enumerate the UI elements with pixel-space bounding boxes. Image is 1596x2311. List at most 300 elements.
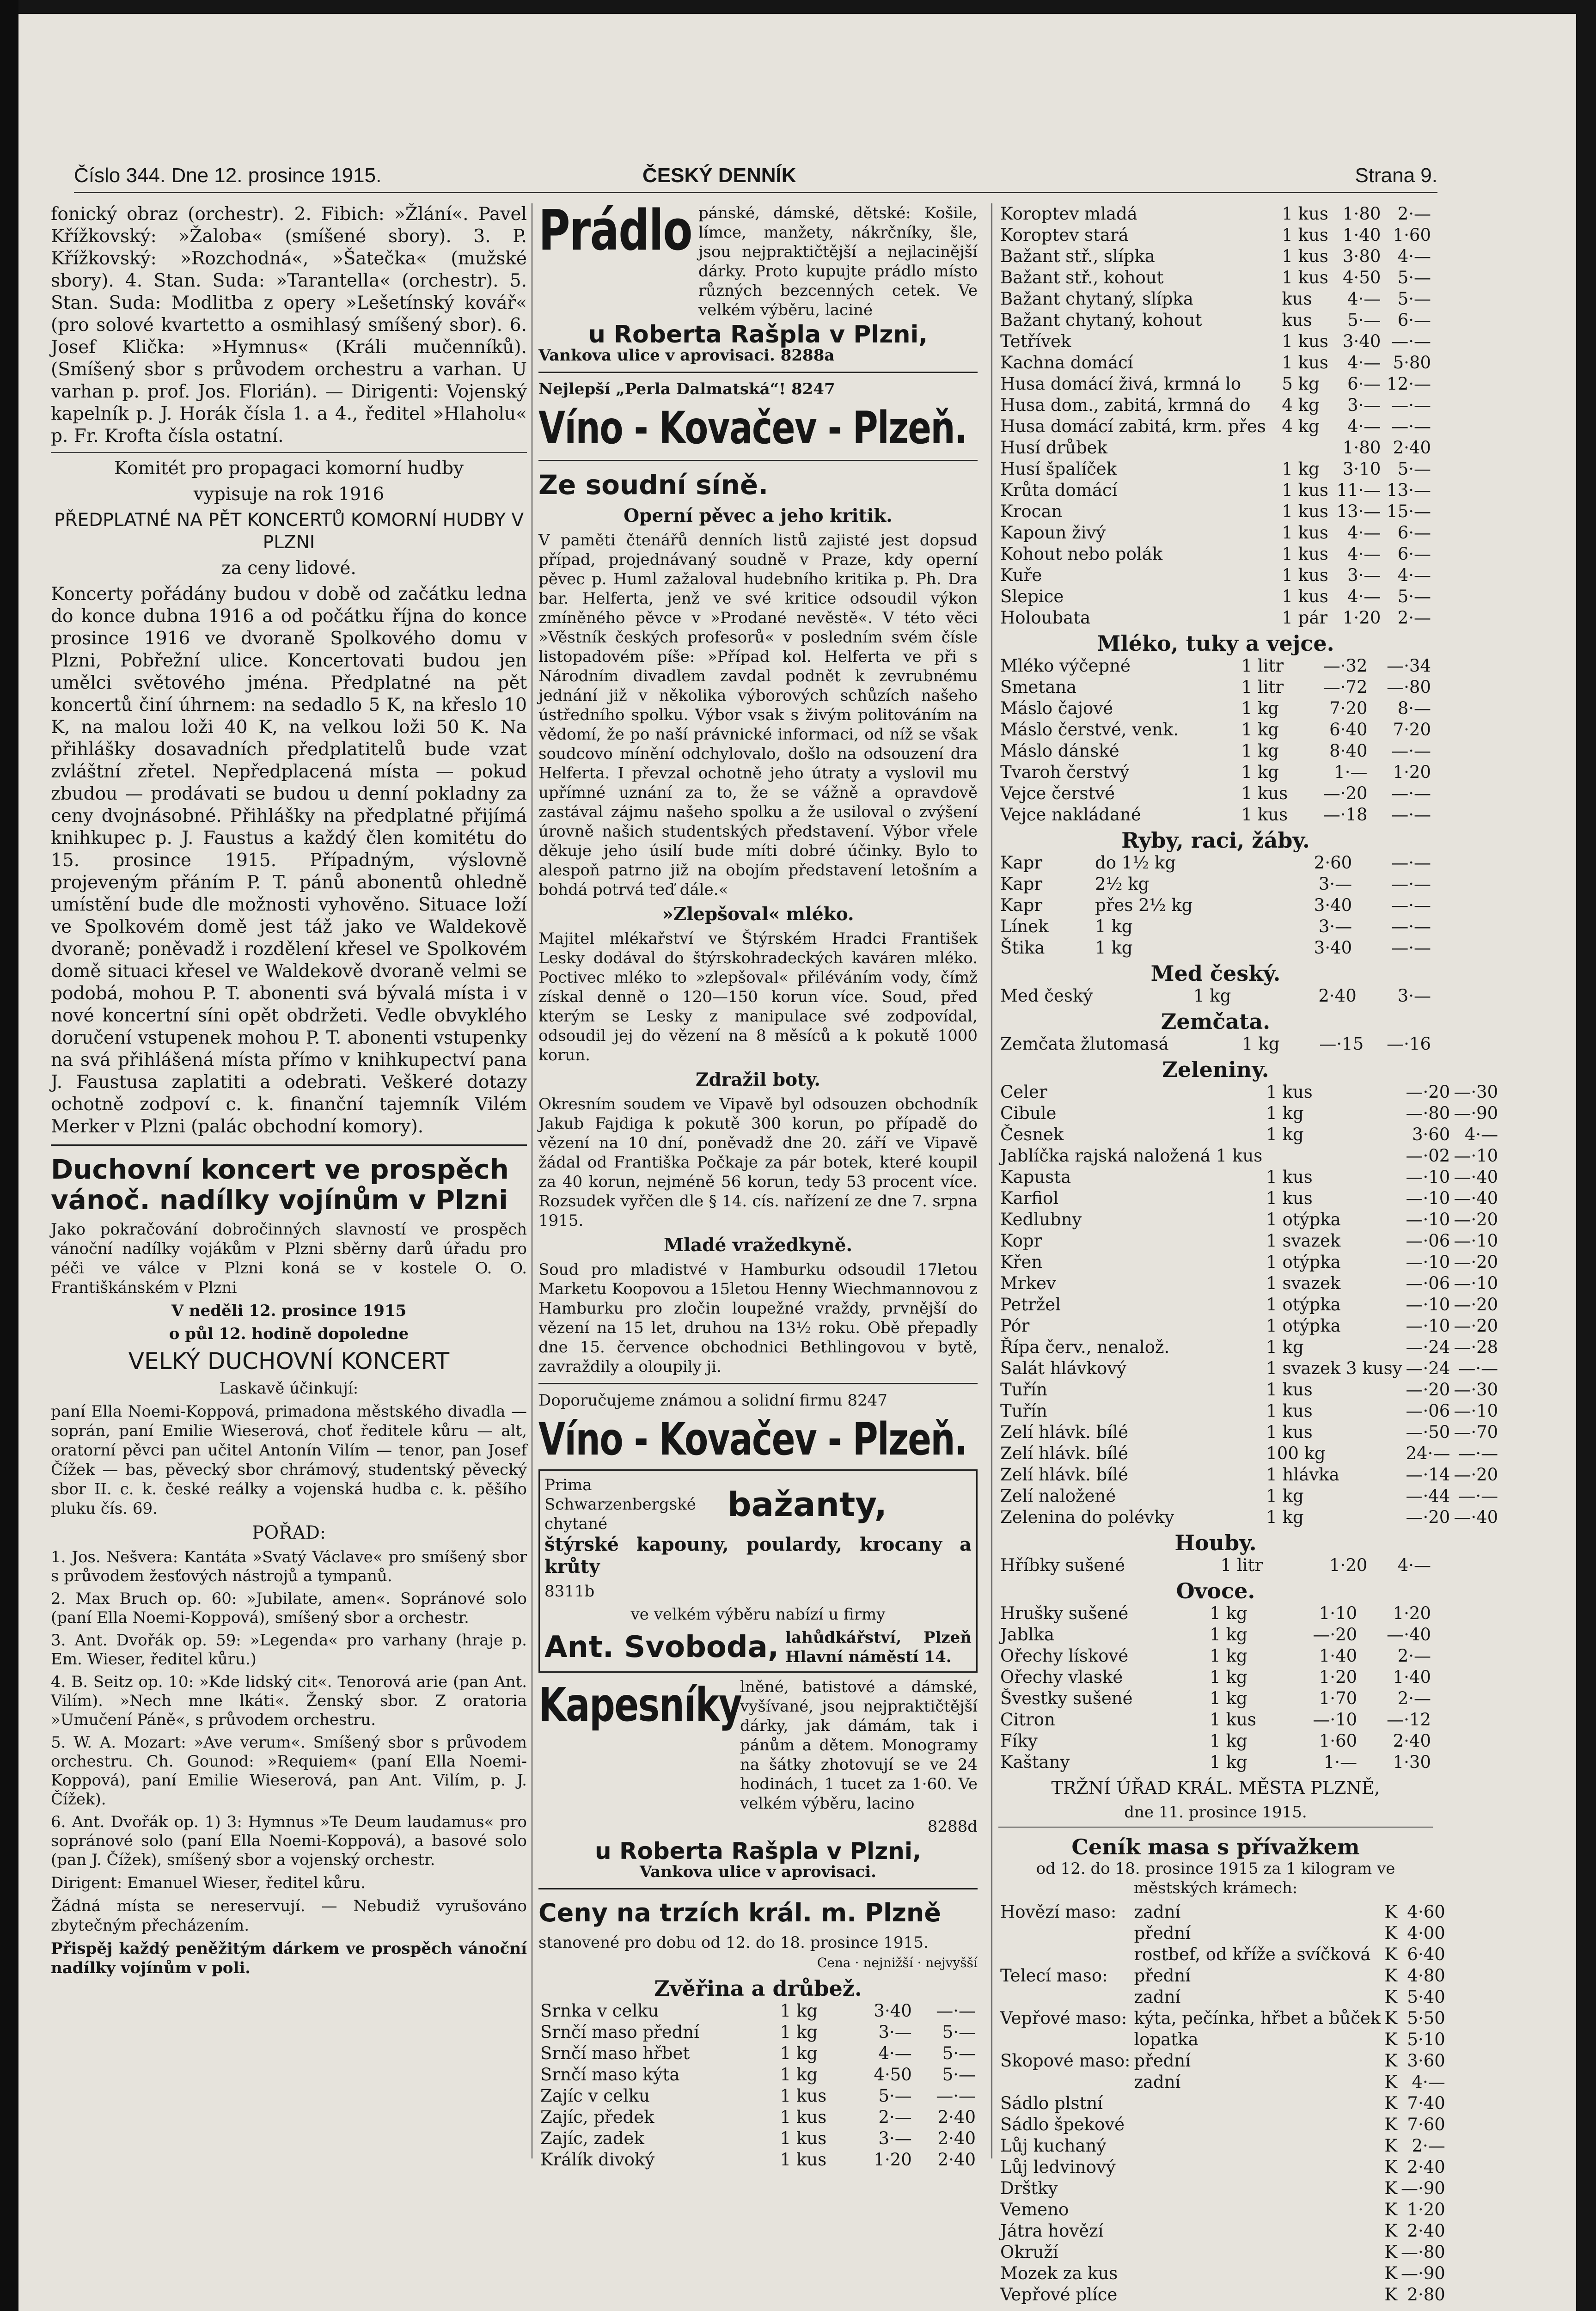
price-cell: —·— [1458,1358,1498,1378]
price-cell: Vejce nakládané [1000,805,1141,825]
price-cell: —·18 [1323,805,1368,825]
kovacev-ad: Víno - Kovačev - Plzeň. [538,402,967,454]
price-cell: 13·— [1387,480,1431,500]
price-row [998,1337,1500,1358]
price-cell: 2·40 [937,2107,976,2127]
price-cell: —·15 [1319,1034,1364,1054]
price-cell: Kapr [1000,874,1043,894]
page-header [74,159,1437,193]
price-cell: 1 svazek 3 kusy [1266,1358,1402,1378]
price-cell: 5·— [942,2065,976,2085]
price-cell: —·10 [1406,1188,1450,1208]
price-cell: Pór [1000,1316,1030,1336]
price-row [998,1965,1447,1987]
price-cell: —·— [1458,1443,1498,1463]
price-cell: Srnčí maso přední [540,2022,699,2042]
price-cell: Husí drůbek [1000,438,1107,458]
kovacev-ad-2: Víno - Kovačev - Plzeň. [538,1413,967,1465]
price-cell: —·10 [1454,1273,1498,1293]
price-row [998,1901,1447,1923]
price-row [998,1230,1500,1252]
price-row [998,916,1433,937]
price-row [998,1167,1500,1188]
price-cell: 6·— [1397,523,1431,543]
price-cell: 2·40 [1407,2157,1445,2177]
price-cell: —·20 [1454,1210,1498,1229]
price-cell: zadní [1134,1987,1181,2007]
price-cell: Játra hovězí [1000,2221,1104,2241]
price-cell: —·20 [1454,1465,1498,1485]
price-cell: —·10 [1406,1210,1450,1229]
price-cell: —·12 [1387,1710,1431,1730]
price-cell: Zelí hlávk. bílé [1000,1422,1128,1442]
pradlo-word: Prádlo [538,199,692,263]
price-row [998,352,1433,373]
price-table-mleko [998,655,1433,825]
price-cell: 1 kg [1241,762,1279,782]
price-cell: 3·10 [1343,459,1381,479]
price-cell: 1·60 [1393,225,1431,245]
price-cell: Mozek za kus [1000,2263,1118,2283]
komitet-sub: vypisuje na rok 1916 [193,484,385,505]
price-row [998,1379,1500,1400]
price-cell: Zajíc v celku [540,2086,650,2106]
svoboda-name: Ant. Svoboda, [544,1630,779,1664]
price-cell: Holoubata [1000,608,1091,628]
price-cell: kus [1282,289,1312,309]
price-cell: 1 kg [1266,1103,1304,1123]
price-cell: K [1384,1923,1397,1943]
program-heading: POŘAD: [251,1522,326,1543]
price-row [998,1294,1500,1315]
perla-ad: Nejlepší „Perla Dalmatská“! 8247 [538,380,835,398]
price-row [998,2050,1447,2072]
price-row [998,607,1433,629]
price-cell: 1 kg [1282,459,1320,479]
price-cell: Telecí maso: [1000,1966,1108,1986]
price-cell: Celer [1000,1082,1047,1102]
price-row [998,2263,1447,2284]
price-cell: Husa domácí živá, krmná lo [1000,374,1241,394]
price-cell: 1 kg [1210,1625,1247,1645]
price-row [998,740,1433,762]
price-cell: 4·— [1347,416,1381,436]
price-row [998,1252,1500,1273]
price-row [998,1688,1433,1709]
price-row [998,1400,1500,1422]
donation-appeal: Přispěj každý peněžitým dárkem ve prospěch vánoční nadílky vojínům v poli. [51,1939,527,1977]
price-cell: Karfiol [1000,1188,1059,1208]
price-cell: 1 litr [1220,1555,1263,1575]
price-cell: 1 kg [780,2065,818,2085]
price-cell: 5·— [1347,310,1381,330]
program-item: 2. Max Bruch op. 60: »Jubilate, amen«. Sopránové solo (paní Ella Noemi-Koppová), smíšený sbor a orchestr. [51,1590,527,1627]
price-row [998,1422,1500,1443]
price-cell: K [1384,2263,1397,2283]
price-cell: —·20 [1323,783,1368,803]
price-cell: Zajíc, předek [540,2107,654,2127]
duchovni-headline: Duchovní koncert ve prospěch vánoč. nadílky vojínům v Plzni [51,1154,509,1216]
price-cell: —·20 [1406,1380,1450,1400]
price-cell: Krocan [1000,501,1063,521]
price-cell: 1·80 [1343,438,1381,458]
price-row [998,480,1433,501]
price-row [998,1486,1500,1507]
price-cell: 1 otýpka [1266,1316,1341,1336]
price-cell: 1·70 [1319,1688,1358,1708]
price-cell: —·40 [1454,1167,1498,1187]
price-row [998,804,1433,825]
raspla-address-2: Vankova ulice v aprovisaci. [640,1863,876,1881]
recommend-ad: Doporučujeme známou a solidní firmu 8247 [538,1391,887,1410]
program-item: 3. Ant. Dvořák op. 59: »Legenda« pro varhany (hraje p. Em. Wieser, ředitel kůru.) [51,1631,527,1669]
market-office-date: dne 11. prosince 1915. [1124,1803,1307,1822]
kapesniky-num: 8288d [927,1817,978,1836]
price-cell: —·10 [1454,1231,1498,1251]
price-cell: 3·— [1318,917,1352,936]
section-zemcata: Zemčata. [1161,1009,1271,1034]
price-cell: Hříbky sušené [1000,1555,1125,1575]
article-text: Okresním soudem ve Vipavě byl odsouzen obchodník Jakub Fajdiga k pokutě 300 korun, po případě do vězení na 10 dní, poněvadž dne 20. září ve Vipavě žádal od Františka Počkaje za pár botek, které koupil za 40 korun, nejméně 56 korun, tedy 53 procent více. Rozsudek vyřčen dle § 14. cís. nařízení ze dne 7. srpna 1915. [538,1095,978,1230]
price-cell: 1 kus [1266,1188,1313,1208]
price-cell: Krůta domácí [1000,480,1118,500]
price-cell: 2½ kg [1095,874,1150,894]
price-cell: 2·80 [1407,2285,1445,2305]
price-cell: 2·— [1397,608,1431,628]
price-cell: 4·00 [1407,1923,1445,1943]
price-cell: 6·— [1397,310,1431,330]
price-cell: 1 kus [1282,225,1328,245]
price-cell: —·20 [1406,1082,1450,1102]
price-cell: —·10 [1313,1710,1358,1730]
price-cell: 11·— [1336,480,1381,500]
bazanty-prima: Prima Schwarzenbergské chytané [544,1476,696,1533]
price-cell: K [1384,2221,1397,2241]
bazanty-word: bažanty, [728,1485,887,1524]
price-cell: Zelenina do polévky [1000,1507,1174,1527]
price-cell: —·50 [1406,1422,1450,1442]
price-row [998,2093,1447,2114]
price-cell: 1 kg [1210,1646,1247,1666]
price-cell: Vejce čerstvé [1000,783,1115,803]
price-row [998,586,1433,607]
price-cell: přes 2½ kg [1095,895,1193,915]
price-row [998,2114,1447,2135]
section-zverina: Zvěřina a drůbež. [654,1976,862,2001]
price-cell: Cibule [1000,1103,1057,1123]
price-row [538,2107,978,2128]
price-cell: Kapusta [1000,1167,1071,1187]
price-cell: 1 svazek [1266,1231,1341,1251]
price-cell: 1·20 [1329,1555,1368,1575]
price-cell: 2·40 [937,2150,976,2170]
price-cell: Lůj ledvinový [1000,2157,1116,2177]
price-cell: K [1384,2285,1397,2305]
price-cell: Med český [1000,986,1093,1006]
price-table-zverina [538,2000,978,2170]
section-zeleniny: Zeleniny. [1162,1057,1269,1082]
price-cell: 1 svazek [1266,1273,1341,1293]
price-cell: —·20 [1454,1316,1498,1336]
price-cell: 2·60 [1314,853,1352,873]
price-cell: K [1384,2136,1397,2156]
price-cell: 2·— [1397,1646,1431,1666]
price-cell: 1 kg [780,2022,818,2042]
price-cell: K [1384,2030,1397,2049]
bazanty-num: 8311b [544,1582,595,1601]
price-cell: —·90 [1454,1103,1498,1123]
price-cell: Husí špalíček [1000,459,1117,479]
price-cell: —·— [1391,805,1431,825]
price-cell: 7·40 [1407,2093,1445,2113]
price-row [998,544,1433,565]
price-row [998,719,1433,740]
section-ovoce: Ovoce. [1176,1578,1255,1603]
article-text: Soud pro mladistvé v Hamburku odsoudil 17letou Marketu Koopovou a 15letou Henny Wiechmannovou z Hamburku pro zločin loupežné vraždy, prvnější do vězení na 15 let, druhou na 13½ roku. Obě přepadly dne 15. července obchodnici Bethlingovou v bytě, zavraždily a oloupily ji. [538,1260,978,1376]
price-cell [1132,2199,1382,2220]
concert-title: VELKÝ DUCHOVNÍ KONCERT [128,1348,450,1375]
price-cell: 5·— [878,2086,912,2106]
price-cell: 1 kg [1210,1667,1247,1687]
price-row [998,395,1433,416]
price-cell: Vepřové maso: [1000,2008,1127,2028]
price-cell: Husa dom., zabitá, krmná do [1000,395,1251,415]
price-cell: 1 kg [1210,1731,1247,1751]
price-cell: 2·— [1412,2136,1445,2156]
price-row [998,2029,1447,2050]
price-cell: 5·40 [1407,1987,1445,2007]
price-table-med [998,985,1433,1007]
price-cell: 5·— [942,2043,976,2063]
section-mleko: Mléko, tuky a vejce. [1097,631,1334,656]
price-cell: Salát hlávkový [1000,1358,1127,1378]
price-cell: Bažant stř., kohout [1000,268,1164,287]
price-row [538,2128,978,2149]
price-cell: 1 kg [1095,938,1133,958]
price-cell: —·70 [1454,1422,1498,1442]
kapesniky-text: lněné, batistové a dámské, vyšívané, jsou nejpraktičtější dárky, jak dámám, tak i pánům a dětem. Monogramy na šátky zhotovují se ve 24 hodinách, 1 tucet za 1·60. Ve velkém výběru, lacino [740,1678,978,1813]
price-cell: 4·— [1412,2072,1445,2092]
newspaper-title: ČESKÝ DENNÍK [642,164,796,187]
price-cell [998,1987,1132,2008]
column-right [998,203,1498,2305]
price-row [998,1145,1500,1167]
price-cell: 1·20 [1407,2200,1445,2219]
price-table-ryby [998,852,1433,959]
price-cell: 1 kus [1282,523,1328,543]
section-ryby: Ryby, raci, žáby. [1121,828,1310,853]
price-cell: 4·50 [1343,268,1381,287]
article-text: V paměti čtenářů denních listů zajisté jest dopsud případ, projednávaný soudně v Praze, kdy operní pěvec p. Huml zažaloval hudebního kritika p. Ph. Dra bar. Helferta, jenž ve své kritice odsoudil výkon zmíněného pěvce v »Prodané nevěstě«. V této věci »Věstník českých profesorů« v posledním svém čísle listopadovém píše: »Případ kol. Helferta ve při s Národním divadlem zavdal podnět k zevrubnému jednání již v několika výborových schůzích našeho ústředního spolku. Výbor vsak s živým politováním na vědomí, že po naší právnické informaci, od níž se však soudcovo mínění odchylovalo, došlo na odsouzení dra Helferta. I převzal ochotně jeho útraty a vyslovil mu upřímné uznání za to, že se vážně a opravdově zastával zájmu našeho spolku a že usiloval o zvýšení úrovně našich studentských představení. Výbor vřele děkuje jeho úsilí bude míti dobré účinky. Bylo to alespoň patrno již na obojím představení letošním a bohdá potrvá teď dále.« [538,531,978,899]
price-cell: 1·10 [1319,1603,1358,1623]
price-cell: 1 kus [1282,204,1328,224]
price-cell: 1 kg [1095,917,1133,936]
price-cell: 1·60 [1319,1731,1358,1751]
price-cell [998,2072,1132,2093]
price-cell: kus [1282,310,1312,330]
price-cell: Citron [1000,1710,1055,1730]
price-row [998,1188,1500,1209]
price-cell [1132,2157,1382,2178]
price-cell: 5·80 [1393,353,1431,373]
price-cell: 1 litr [1241,656,1284,676]
price-cell: K [1384,1966,1397,1986]
price-cell: —·— [1391,331,1431,351]
price-cell: Kachna domácí [1000,353,1133,373]
price-row [998,331,1433,352]
price-cell: Srnka v celku [540,2001,659,2021]
price-cell: 5·— [1397,587,1431,606]
price-cell: Kedlubny [1000,1210,1082,1229]
price-cell: 2·40 [1318,986,1357,1006]
price-cell: 1 kus [1282,565,1328,585]
price-table-houby [998,1555,1433,1576]
price-cell: —·20 [1406,1507,1450,1527]
price-cell: 1 kg [1241,720,1279,740]
column-middle [538,199,978,2170]
price-row [998,203,1433,225]
price-row [998,2178,1447,2199]
price-cell: přední [1134,1923,1191,1943]
price-cell: 4·— [1347,353,1381,373]
bazanty-offer: ve velkém výběru nabízí u firmy [630,1605,886,1624]
raspla-name: u Roberta Rašpla v Plzni, [588,321,928,348]
price-cell: 4·— [1347,587,1381,606]
price-cell: 1 kus [780,2150,827,2170]
price-cell: —·06 [1406,1231,1450,1251]
price-cell [1132,2114,1382,2135]
price-cell: 3·60 [1412,1125,1450,1144]
price-cell: —·34 [1387,656,1431,676]
price-row [998,677,1433,698]
price-cell [998,1944,1132,1965]
price-row [538,2022,978,2043]
price-cell: 1 kus [1282,331,1328,351]
price-cell: 4·— [1397,565,1431,585]
price-cell [1132,2135,1382,2157]
price-row [538,2085,978,2107]
price-row [998,985,1433,1007]
price-cell: 4·50 [874,2065,912,2085]
price-row [998,1033,1433,1055]
price-cell: 1 kg [1242,1034,1280,1054]
price-cell: 4·— [1347,544,1381,564]
price-cell: 1·40 [1343,225,1381,245]
koncerty-text: Koncerty pořádány budou v době od začátku ledna do konce dubna 1916 a od počátku října do konce prosince 1916 ve dvoraně Spolkového domu v Plzni, Pobřežní ulice. Koncertovati budou jen umělci světového jména. Předplatné na pět koncertů činí úhrnem: na sedadlo 5 K, na křeslo 10 K, na malou loži 40 K, na velkou loži 50 K. Na přihlášky dosavadních předplatitelů bude vzat zvláštní zřetel. Nepředplacená místa — pokud zbudou — prodávati se budou u denní pokladny za ceny dvojnásobné. Přihlášky na předplatné přijímá knihkupec p. J. Faustus a každý člen komitétu do 15. prosince 1915. Případným, výslovně projeveným přáním P. T. pánů abonentů ohledně umístění bude dle možnosti vyhověno. Situace loží ve Spolkovém domě jest táž jako ve Waldekově dvoraně; poněvadž i rozdělení křesel ve Spolkovém domě situaci křesel ve Waldekově dvoraně velmi se podobá, mohou P. T. abonenti svá bývalá místa i v nové koncertní síni opět obdržeti. Vedle obvyklého doručení vstupenek mohou P. T. abonenti vstupenky na svá přihlášená místa přímo v knihkupectví pana J. Faustusa zaplatiti a odebrati. Veškeré dotazy ochotně zodpoví c. k. finanční tajemník Vilém Merker v Plzni (palác obchodní komory). [51,584,527,1137]
price-cell: Hovězí maso: [1000,1902,1117,1922]
price-cell: —·— [936,2001,976,2021]
price-cell: Zajíc, zadek [540,2128,644,2148]
program-list [51,1548,527,1870]
price-row [998,501,1433,522]
price-cell: —·— [1391,938,1431,958]
duchovni-intro: Jako pokračování dobročinných slavností ve prospěch vánoční nadílky vojákům v Plzni sběrny darů úřadu pro péči ve válce v Plzni koná se v kostele O. O. Františkánském v Plzni [51,1220,527,1297]
price-cell: Drštky [1000,2178,1058,2198]
price-cell: 4 kg [1282,395,1320,415]
price-row [998,2008,1447,2029]
price-row [998,852,1433,874]
price-row [998,1103,1500,1124]
price-cell: —·— [1391,741,1431,761]
price-cell: 1·20 [1393,762,1431,782]
price-row [998,783,1433,804]
price-cell: 1 kg [1210,1752,1247,1772]
price-cell: 1 kg [1241,741,1279,761]
price-cell: 3·— [1318,874,1352,894]
price-cell: 4·— [1347,289,1381,309]
price-row [998,288,1433,310]
price-row [998,416,1433,437]
price-cell: K [1384,2072,1397,2092]
concert-date: V neděli 12. prosince 1915 [171,1302,407,1320]
price-cell: Sádlo plstní [1000,2093,1103,2113]
column-rule [991,203,992,2158]
price-cell: Sádlo špekové [1000,2115,1125,2134]
price-cell: Lůj kuchaný [1000,2136,1107,2156]
price-cell: Kapr [1000,853,1043,873]
price-cell: 8·40 [1329,741,1368,761]
price-cell: —·20 [1454,1252,1498,1272]
price-cell: 1 kus [1282,353,1328,373]
price-cell: 7·20 [1393,720,1431,740]
price-cell: —·— [1391,895,1431,915]
price-cell: 8·— [1397,698,1431,718]
program-item: 6. Ant. Dvořák op. 1) 3: Hymnus »Te Deum laudamus« pro sopránové solo (paní Ella Noemi-Koppová), a basové solo (pan J. Čížek), smíšený sbor a vojenský orchestr. [51,1813,527,1869]
price-cell: K [1384,2242,1397,2262]
price-cell: 12·— [1387,374,1431,394]
price-row [998,655,1433,677]
performers-text: paní Ella Noemi-Koppová, primadona městského divadla — soprán, paní Emilie Wieserová, choť ředitele kůru — alt, oratorní pěvci pan učitel Antonín Vilím — tenor, pan Josef Čížek — bas, pěvecký sbor chrámový, studentský pěvecký sbor II. c. k. české reálky a vojenská hudba c. k. pěšího pluku čís. 69. [51,1402,527,1518]
price-row [998,698,1433,719]
price-cell: 5·50 [1407,2008,1445,2028]
price-cell: 1 kg [1241,698,1279,718]
price-row [998,1082,1500,1103]
price-cell: 1 kus [1241,805,1288,825]
price-cell: Srnčí maso kýta [540,2065,680,2085]
article-continuation: fonický obraz (orchestr). 2. Fibich: »Žlání«. Pavel Křížkovský: »Žaloba« (smíšené sbory). 3. P. Křížkovský: »Rozchodná«, »Šatečka« (mužské sbory). 4. Stan. Suda: »Tarantella« (orchestr). 5. Stan. Suda: Modlitba z opery »Lešetínský kovář« (pro solové kvartetto a osmihlasý smíšený sbor). 6. Josef Klička: »Hymnus« (Králi mučenníků). (Smíšený sbor s průvodem orchestru a varhan. U varhan p. prof. Jos. Florián). — Dirigenti: Vojenský kapelník p. J. Horák čísla 1. a 4., ředitel »Hlaholu« p. Fr. Krofta čísla ostatní. [51,204,527,446]
price-cell: —·24 [1406,1358,1450,1378]
article-title: Mladé vražedkyně. [663,1235,853,1256]
price-cell: —·— [1391,917,1431,936]
price-row [998,1315,1500,1337]
price-cell: 1 kus [780,2107,827,2127]
price-cell: Ořechy vlaské [1000,1667,1123,1687]
price-cell: —·10 [1454,1146,1498,1166]
price-cell: —·20 [1313,1625,1358,1645]
price-cell: 4·— [1397,1555,1431,1575]
price-cell: 2·40 [1393,1731,1431,1751]
concert-time: o půl 12. hodině dopoledne [169,1325,409,1343]
price-cell: 1·40 [1393,1667,1431,1687]
price-cell: Línek [1000,917,1049,936]
conductor: Dirigent: Emanuel Wieser, ředitel kůru. [51,1874,366,1892]
price-cell: —·40 [1387,1625,1431,1645]
section-med: Med český. [1150,961,1281,986]
price-cell: —·30 [1454,1082,1498,1102]
price-cell: —·— [1391,416,1431,436]
price-cell: 2·— [1397,204,1431,224]
price-cell: 1 otýpka [1266,1295,1341,1314]
price-cell: 6·— [1347,374,1381,394]
price-cell [1132,2093,1382,2114]
price-row [998,2220,1447,2242]
price-cell: —·90 [1400,2263,1445,2283]
price-row [998,1209,1500,1230]
price-cell: K [1384,2178,1397,2198]
price-cell: 1 kg [1266,1125,1304,1144]
price-cell: 1 otýpka [1266,1252,1341,1272]
price-cell: Štika [1000,938,1045,958]
